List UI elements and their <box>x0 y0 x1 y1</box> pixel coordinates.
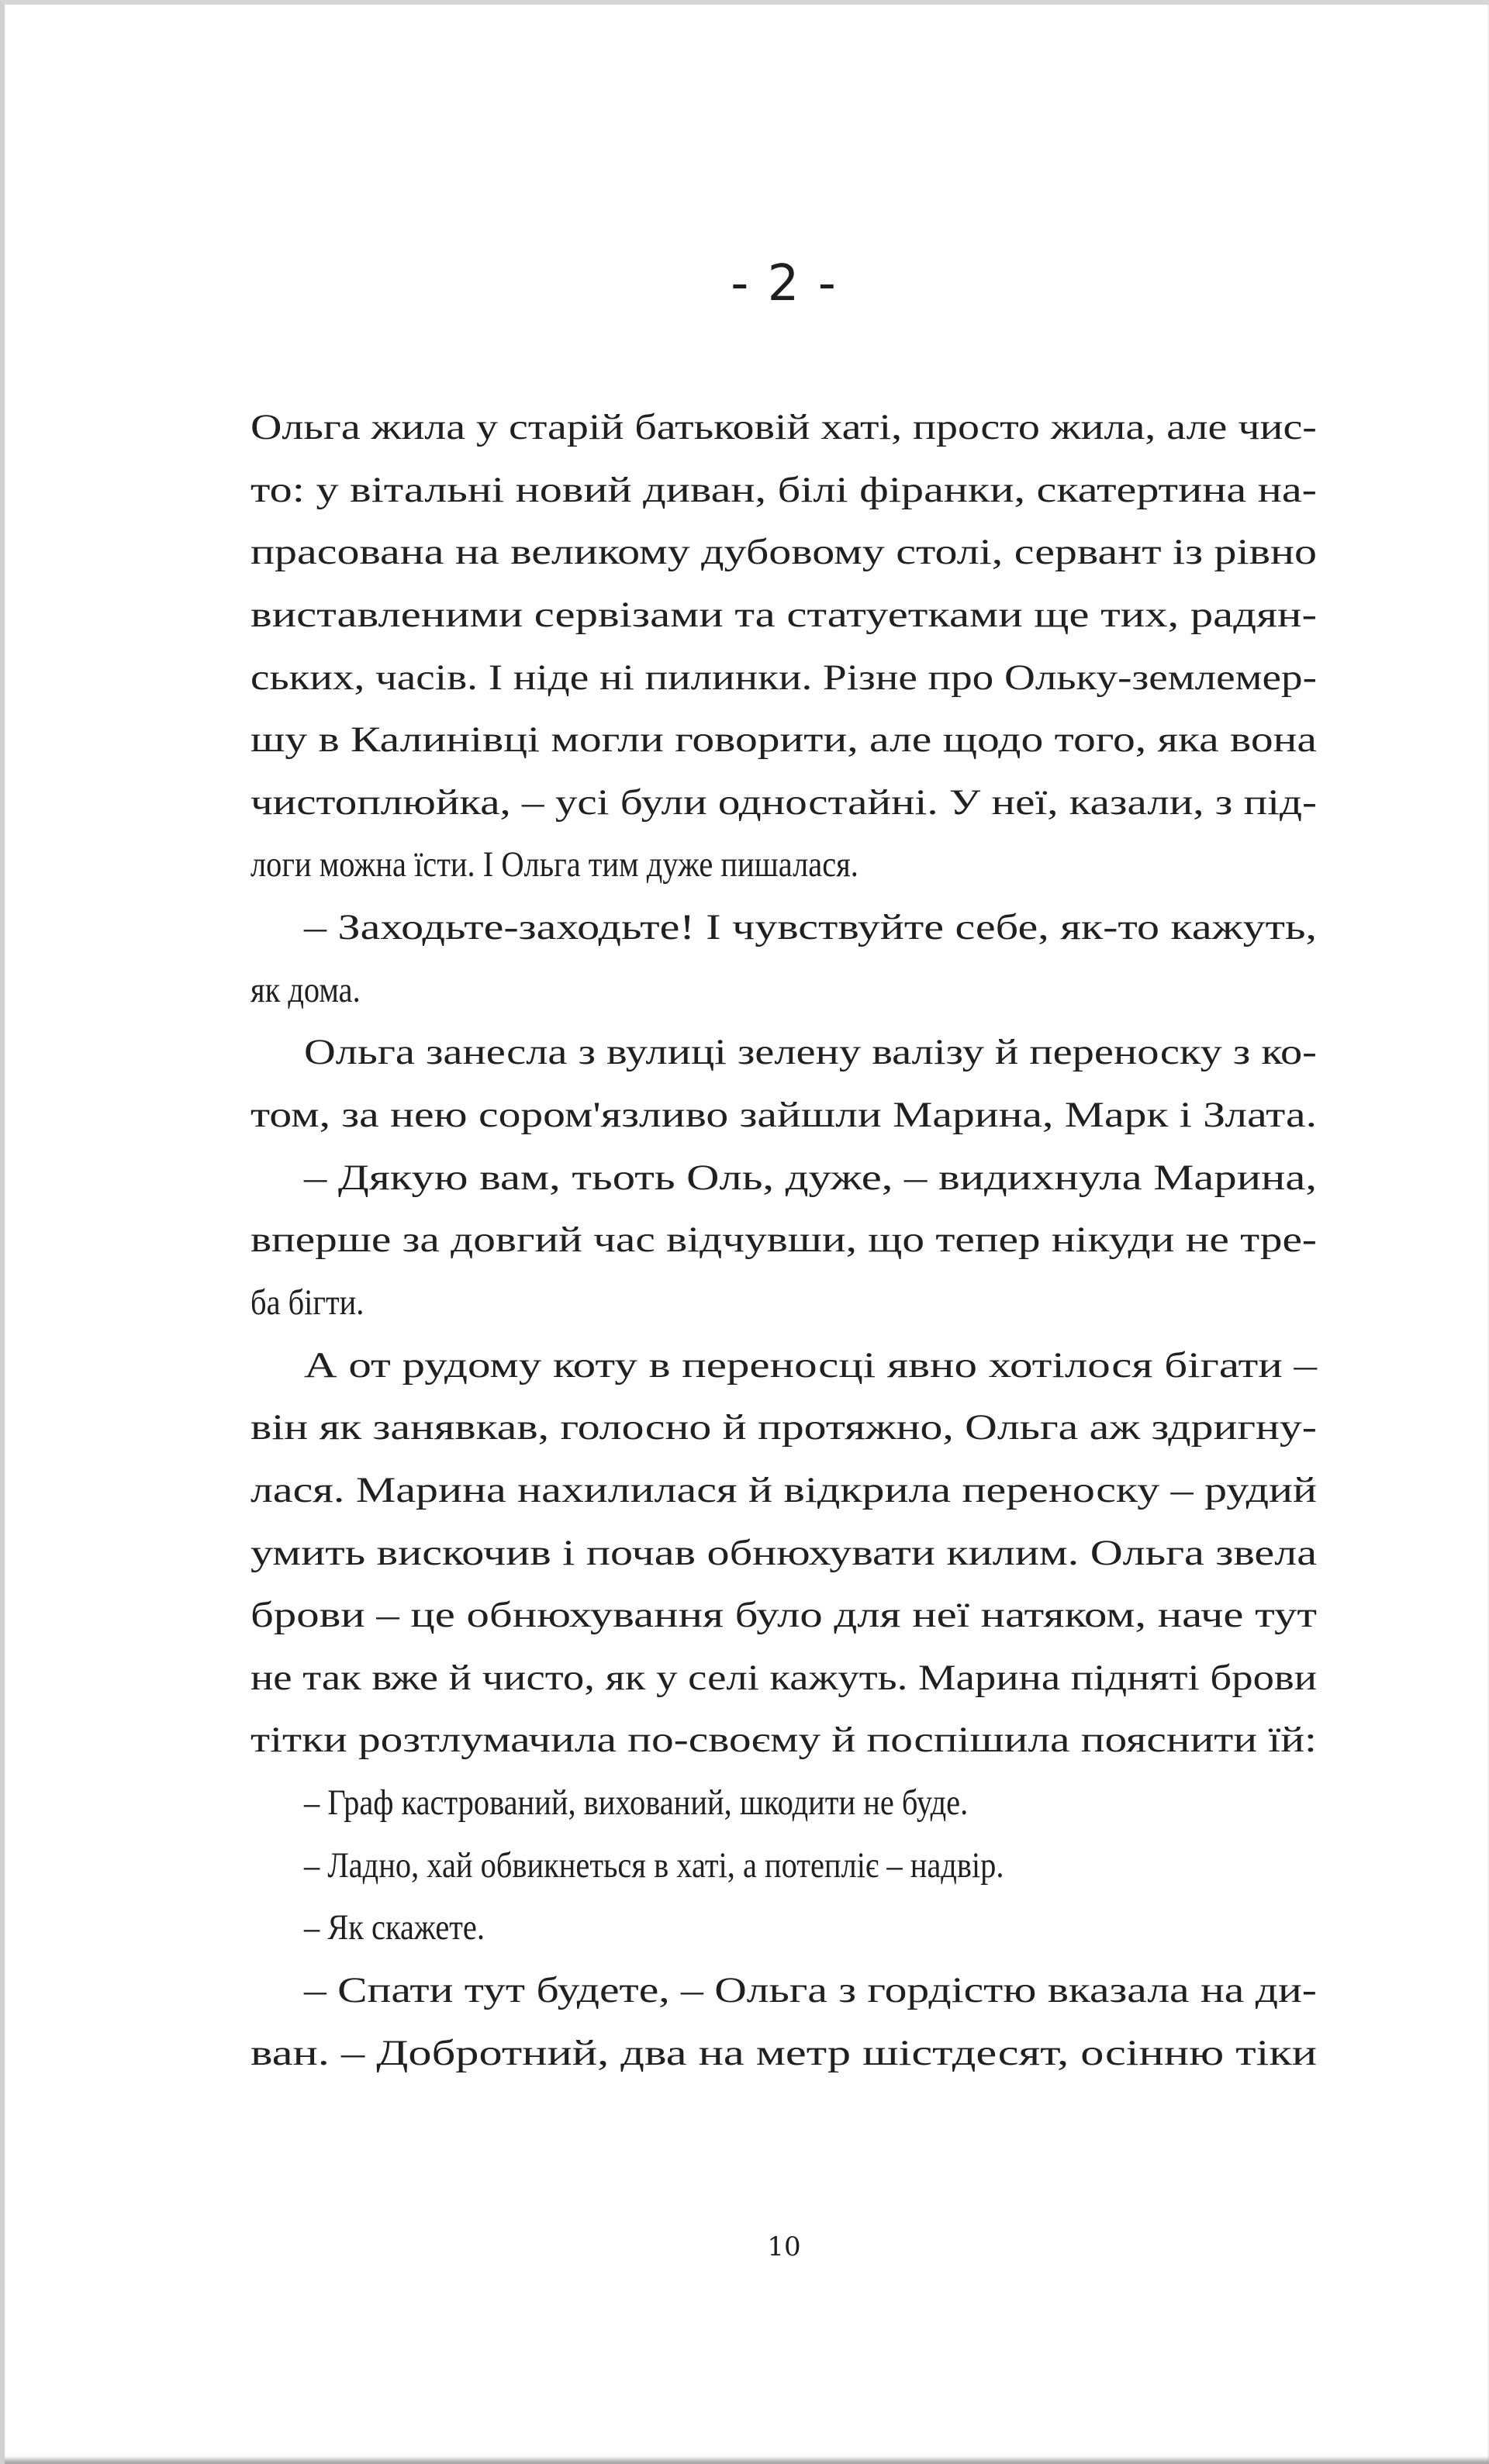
text-line-content: то: у вітальні новий диван, білі фіранки, скатертина на- <box>250 469 1318 510</box>
text-line <box>250 1584 1317 1647</box>
text-line <box>250 459 1317 522</box>
text-line-content: – Спати тут будете, – Ольга з гордістю вказала на ди- <box>304 1970 1317 2011</box>
text-line-content: він як занявкав, голосно й протяжно, Ольга аж здригну- <box>250 1407 1317 1448</box>
text-line-content: лася. Марина нахилилася й відкрила переноску – рудий <box>250 1469 1318 1510</box>
text-line <box>250 1459 1317 1522</box>
text-line <box>250 709 1317 771</box>
text-line-content: вперше за довгий час відчувши, що тепер нікуди не тре- <box>250 1220 1318 1261</box>
text-line-content: не так вже й чисто, як у селі кажуть. Марина підняті брови <box>250 1657 1318 1698</box>
text-line <box>250 1209 1317 1272</box>
text-line-content: – Заходьте-заходьте! І чувствуйте себе, як-то кажуть, <box>304 907 1318 948</box>
text-line <box>250 771 1317 834</box>
text-line <box>250 896 1317 959</box>
text-line-content: брови – це обнюхування було для неї натяком, наче тут <box>250 1595 1317 1636</box>
text-line <box>250 1647 1317 1710</box>
text-line-content: шу в Калинівці могли говорити, але щодо того, яка вона <box>250 720 1317 761</box>
text-line <box>250 1834 1317 1897</box>
text-line-content: ських, часів. І ніде ні пилинки. Різне про Ольку-землемер- <box>250 657 1317 698</box>
text-line <box>250 521 1317 584</box>
text-line <box>250 1084 1317 1147</box>
text-line-content: Ольга жила у старій батьковій хаті, просто жила, але чис- <box>250 407 1317 447</box>
text-line-content: Ольга занесла з вулиці зелену валізу й переноску з ко- <box>304 1032 1318 1073</box>
text-line <box>250 1959 1317 2022</box>
page-number: 10 <box>767 2231 801 2262</box>
text-line <box>250 396 1317 459</box>
text-line <box>250 1147 1317 1210</box>
text-line-content: як дома. <box>250 969 361 1010</box>
text-line <box>250 1396 1317 1459</box>
text-line <box>250 833 1317 896</box>
text-line-content: ба бігти. <box>250 1282 364 1323</box>
text-line-content: умить вискочив і почав обнюхувати килим. Ольга звела <box>250 1532 1318 1573</box>
text-line-content: – Як скажете. <box>304 1907 485 1948</box>
text-line-content: ван. – Добротний, два на метр шістдесят, осінню тіки <box>250 2032 1318 2073</box>
chapter-heading: - 2 - <box>731 255 838 312</box>
text-line <box>250 1522 1317 1585</box>
text-line <box>250 584 1317 647</box>
text-line-content: виставленими сервізами та статуетками ще тих, радян- <box>250 594 1318 635</box>
text-line-content: – Граф кастрований, вихований, шкодити не буде. <box>304 1782 969 1824</box>
text-line-content: – Дякую вам, тьоть Оль, дуже, – видихнула Марина, <box>304 1157 1318 1198</box>
text-line <box>250 959 1317 1022</box>
text-line <box>250 1709 1317 1772</box>
text-line <box>250 2022 1317 2085</box>
text-line <box>250 1334 1317 1397</box>
text-line <box>250 647 1317 709</box>
text-line-content: чистоплюйка, – усі були одностайні. У неї, казали, з під- <box>250 782 1317 823</box>
text-line-content: А от рудому коту в переносці явно хотілося бігати – <box>304 1344 1318 1386</box>
text-line-content: – Ладно, хай обвикнеться в хаті, а потепліє – надвір. <box>304 1845 1004 1886</box>
body-text <box>250 396 1317 2084</box>
text-line <box>250 1021 1317 1084</box>
text-line-content: тітки розтлумачила по-своєму й поспішила пояснити їй: <box>250 1720 1317 1761</box>
text-line <box>250 1772 1317 1834</box>
text-line-content: логи можна їсти. І Ольга тим дуже пишалася. <box>250 844 859 885</box>
text-line <box>250 1272 1317 1334</box>
text-line <box>250 1896 1317 1959</box>
text-line-content: прасована на великому дубовому столі, сервант із рівно <box>250 532 1317 573</box>
text-line-content: том, за нею сором'язливо зайшли Марина, Марк і Злата. <box>250 1095 1318 1136</box>
